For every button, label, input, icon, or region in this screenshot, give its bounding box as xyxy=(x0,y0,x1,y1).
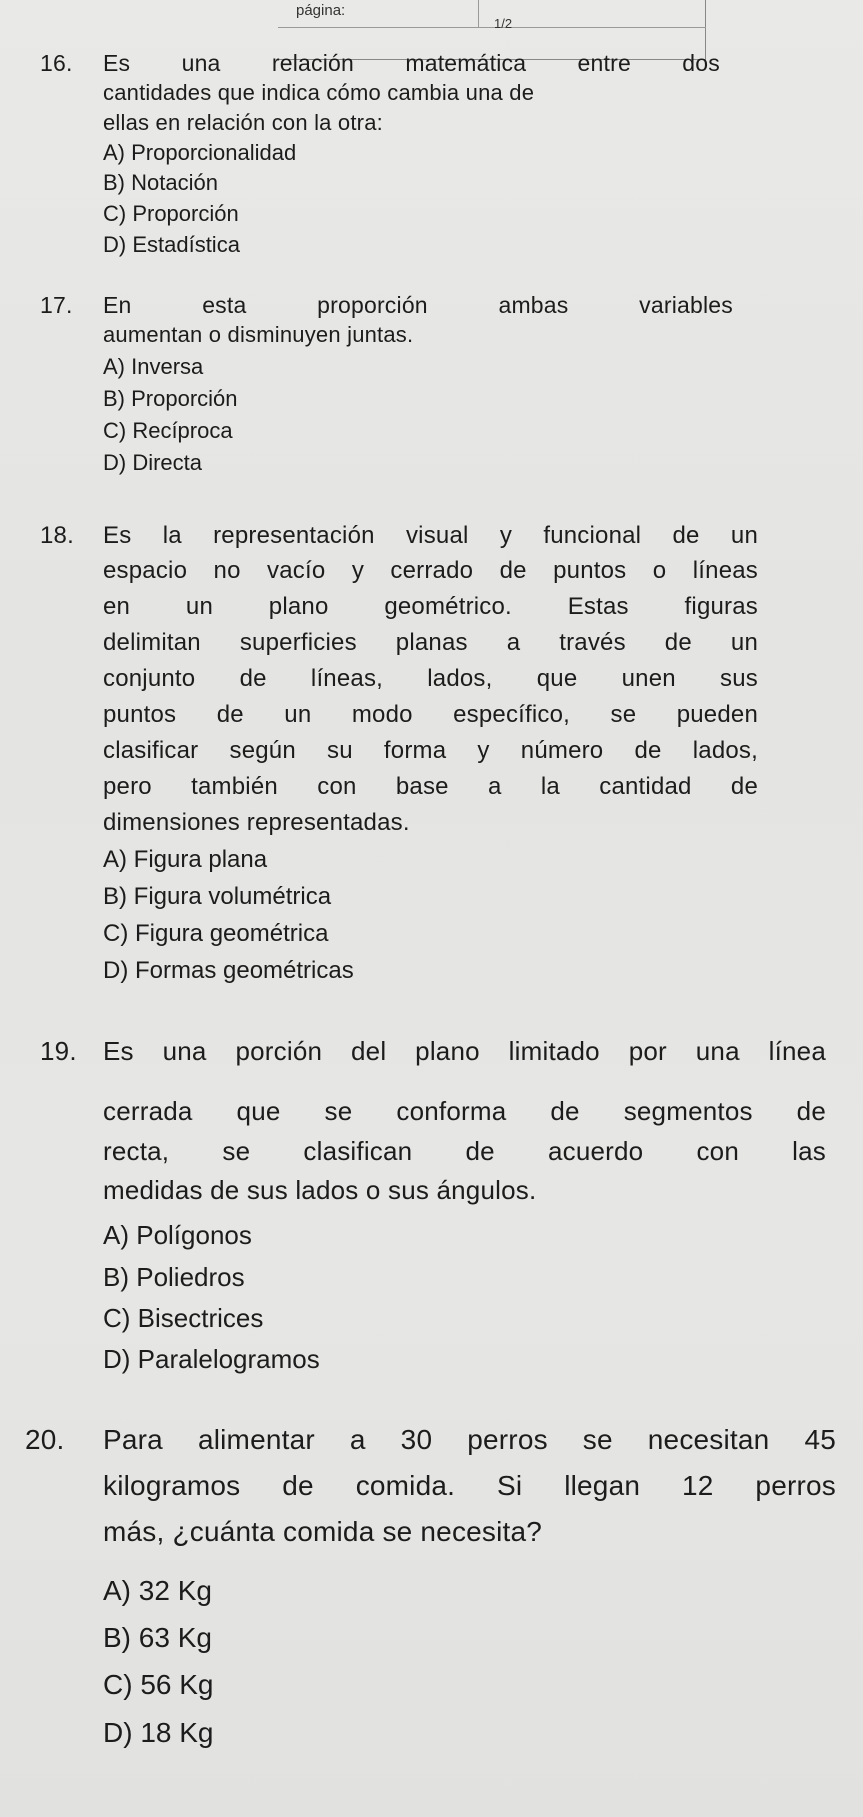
page-label: página: xyxy=(296,2,346,19)
question-text-line: Es una porción del plano limitado por una línea xyxy=(103,1036,826,1066)
question-number: 17. xyxy=(40,292,73,318)
question-text-line: espacio no vacío y cerrado de puntos o líneas xyxy=(103,557,758,584)
answer-option[interactable]: D) Paralelogramos xyxy=(103,1344,320,1374)
question-text-line: más, ¿cuánta comida se necesita? xyxy=(103,1516,543,1547)
question-text-line: aumentan o disminuyen juntas. xyxy=(103,322,414,347)
question-text-line: Es la representación visual y funcional de un xyxy=(103,522,758,549)
answer-option[interactable]: A) 32 Kg xyxy=(103,1575,212,1606)
header-column-divider xyxy=(478,0,479,27)
page-number: 1/2 xyxy=(494,16,513,31)
header-row-divider xyxy=(278,27,706,28)
question-text-line: En esta proporción ambas variables xyxy=(103,292,733,318)
question-text-line: clasificar según su forma y número de lados, xyxy=(103,737,758,764)
answer-option[interactable]: A) Inversa xyxy=(103,354,204,379)
answer-option[interactable]: D) Directa xyxy=(103,450,203,475)
question-text-line: conjunto de líneas, lados, que unen sus xyxy=(103,665,758,692)
answer-option[interactable]: A) Polígonos xyxy=(103,1220,252,1250)
answer-option[interactable]: C) 56 Kg xyxy=(103,1669,214,1700)
answer-option[interactable]: C) Recíproca xyxy=(103,418,233,443)
question-number: 18. xyxy=(40,522,74,549)
answer-option[interactable]: B) Notación xyxy=(103,170,218,195)
question-text-line: puntos de un modo específico, se pueden xyxy=(103,701,758,728)
question-text-line: Es una relación matemática entre dos xyxy=(103,50,720,76)
question-text-line: pero también con base a la cantidad de xyxy=(103,773,758,800)
answer-option[interactable]: D) Estadística xyxy=(103,232,240,257)
answer-option[interactable]: D) Formas geométricas xyxy=(103,957,354,984)
answer-option[interactable]: A) Proporcionalidad xyxy=(103,140,297,165)
answer-option[interactable]: B) Proporción xyxy=(103,386,238,411)
question-number: 16. xyxy=(40,50,73,76)
question-text-line: Para alimentar a 30 perros se necesitan 45 xyxy=(103,1424,836,1455)
answer-option[interactable]: C) Bisectrices xyxy=(103,1303,264,1333)
answer-option[interactable]: D) 18 Kg xyxy=(103,1717,214,1748)
answer-option[interactable]: A) Figura plana xyxy=(103,846,268,873)
question-text-line: ellas en relación con la otra: xyxy=(103,110,383,135)
answer-option[interactable]: C) Proporción xyxy=(103,201,239,226)
question-text-line: medidas de sus lados o sus ángulos. xyxy=(103,1175,537,1205)
question-text-line: dimensiones representadas. xyxy=(103,809,410,836)
question-text-line: delimitan superficies planas a través de un xyxy=(103,629,758,656)
question-text-line: cantidades que indica cómo cambia una de xyxy=(103,80,535,105)
question-text-line: kilogramos de comida. Si llegan 12 perros xyxy=(103,1470,836,1501)
question-text-line: cerrada que se conforma de segmentos de xyxy=(103,1096,826,1126)
answer-option[interactable]: B) Poliedros xyxy=(103,1262,245,1292)
answer-option[interactable]: C) Figura geométrica xyxy=(103,920,329,947)
answer-option[interactable]: B) 63 Kg xyxy=(103,1622,212,1653)
question-text-line: en un plano geométrico. Estas figuras xyxy=(103,593,758,620)
question-text-line: recta, se clasifican de acuerdo con las xyxy=(103,1136,826,1166)
question-number: 19. xyxy=(40,1036,77,1066)
answer-option[interactable]: B) Figura volumétrica xyxy=(103,883,332,910)
question-number: 20. xyxy=(25,1424,65,1455)
